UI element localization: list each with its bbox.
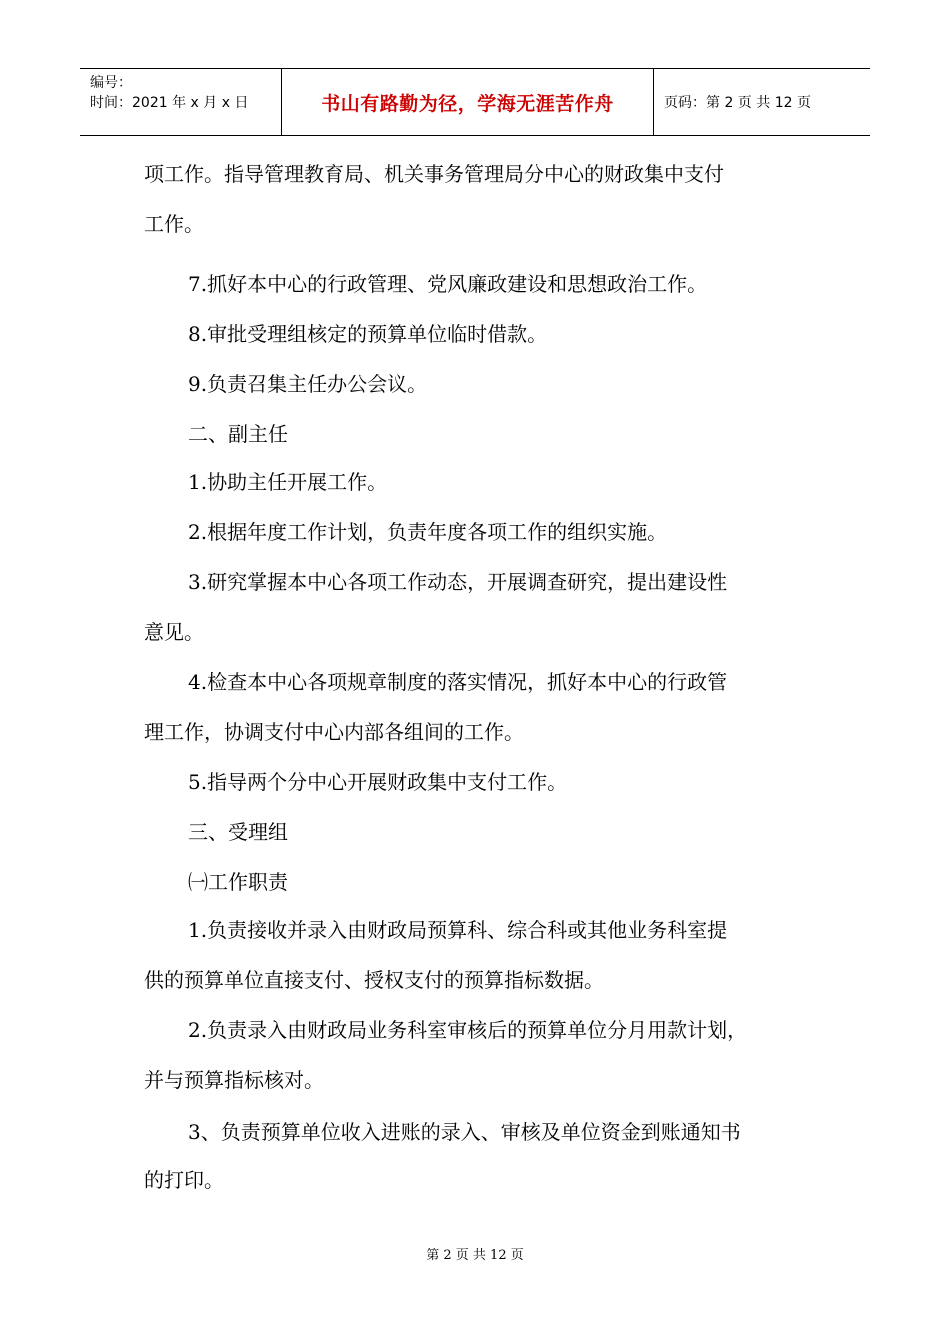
- header-page-info: 页码：第 2 页 共 12 页: [664, 95, 811, 111]
- body-line: 意见。: [144, 620, 204, 644]
- body-line: 理工作，协调支付中心内部各组间的工作。: [144, 720, 524, 744]
- body-line: 2.根据年度工作计划，负责年度各项工作的组织实施。: [188, 520, 668, 544]
- document-header: [80, 68, 870, 136]
- body-line: 供的预算单位直接支付、授权支付的预算指标数据。: [144, 968, 604, 992]
- body-line: 并与预算指标核对。: [144, 1068, 324, 1092]
- subsection-heading: ㈠工作职责: [188, 870, 288, 894]
- body-line: 1.协助主任开展工作。: [188, 470, 388, 494]
- body-line: 项工作。指导管理教育局、机关事务管理局分中心的财政集中支付: [144, 162, 724, 186]
- body-line: 4.检查本中心各项规章制度的落实情况，抓好本中心的行政管: [188, 670, 728, 694]
- section-heading: 二、副主任: [188, 422, 288, 446]
- body-line: 5.指导两个分中心开展财政集中支付工作。: [188, 770, 568, 794]
- body-line: 1.负责接收并录入由财政局预算科、综合科或其他业务科室提: [188, 918, 728, 942]
- body-line: 2.负责录入由财政局业务科室审核后的预算单位分月用款计划，: [188, 1018, 748, 1042]
- body-line: 3、负责预算单位收入进账的录入、审核及单位资金到账通知书: [188, 1120, 741, 1144]
- document-date-label: 时间：2021 年 x 月 x 日: [90, 95, 249, 111]
- section-heading: 三、受理组: [188, 820, 288, 844]
- body-line: 3.研究掌握本中心各项工作动态，开展调查研究，提出建设性: [188, 570, 728, 594]
- header-meta-cell: [80, 69, 282, 135]
- document-number-label: 编号：: [90, 75, 132, 91]
- body-line: 9.负责召集主任办公会议。: [188, 372, 428, 396]
- footer-page-number: 第 2 页 共 12 页: [426, 1248, 524, 1263]
- page-footer: [0, 1244, 950, 1263]
- body-line: 8.审批受理组核定的预算单位临时借款。: [188, 322, 548, 346]
- body-line: 的打印。: [144, 1168, 224, 1192]
- body-line: 7.抓好本中心的行政管理、党风廉政建设和思想政治工作。: [188, 272, 708, 296]
- header-motto-cell: [282, 69, 654, 135]
- header-motto: 书山有路勤为径，学海无涯苦作舟: [321, 92, 614, 115]
- body-line: 工作。: [144, 212, 204, 236]
- header-page-cell: [654, 69, 870, 135]
